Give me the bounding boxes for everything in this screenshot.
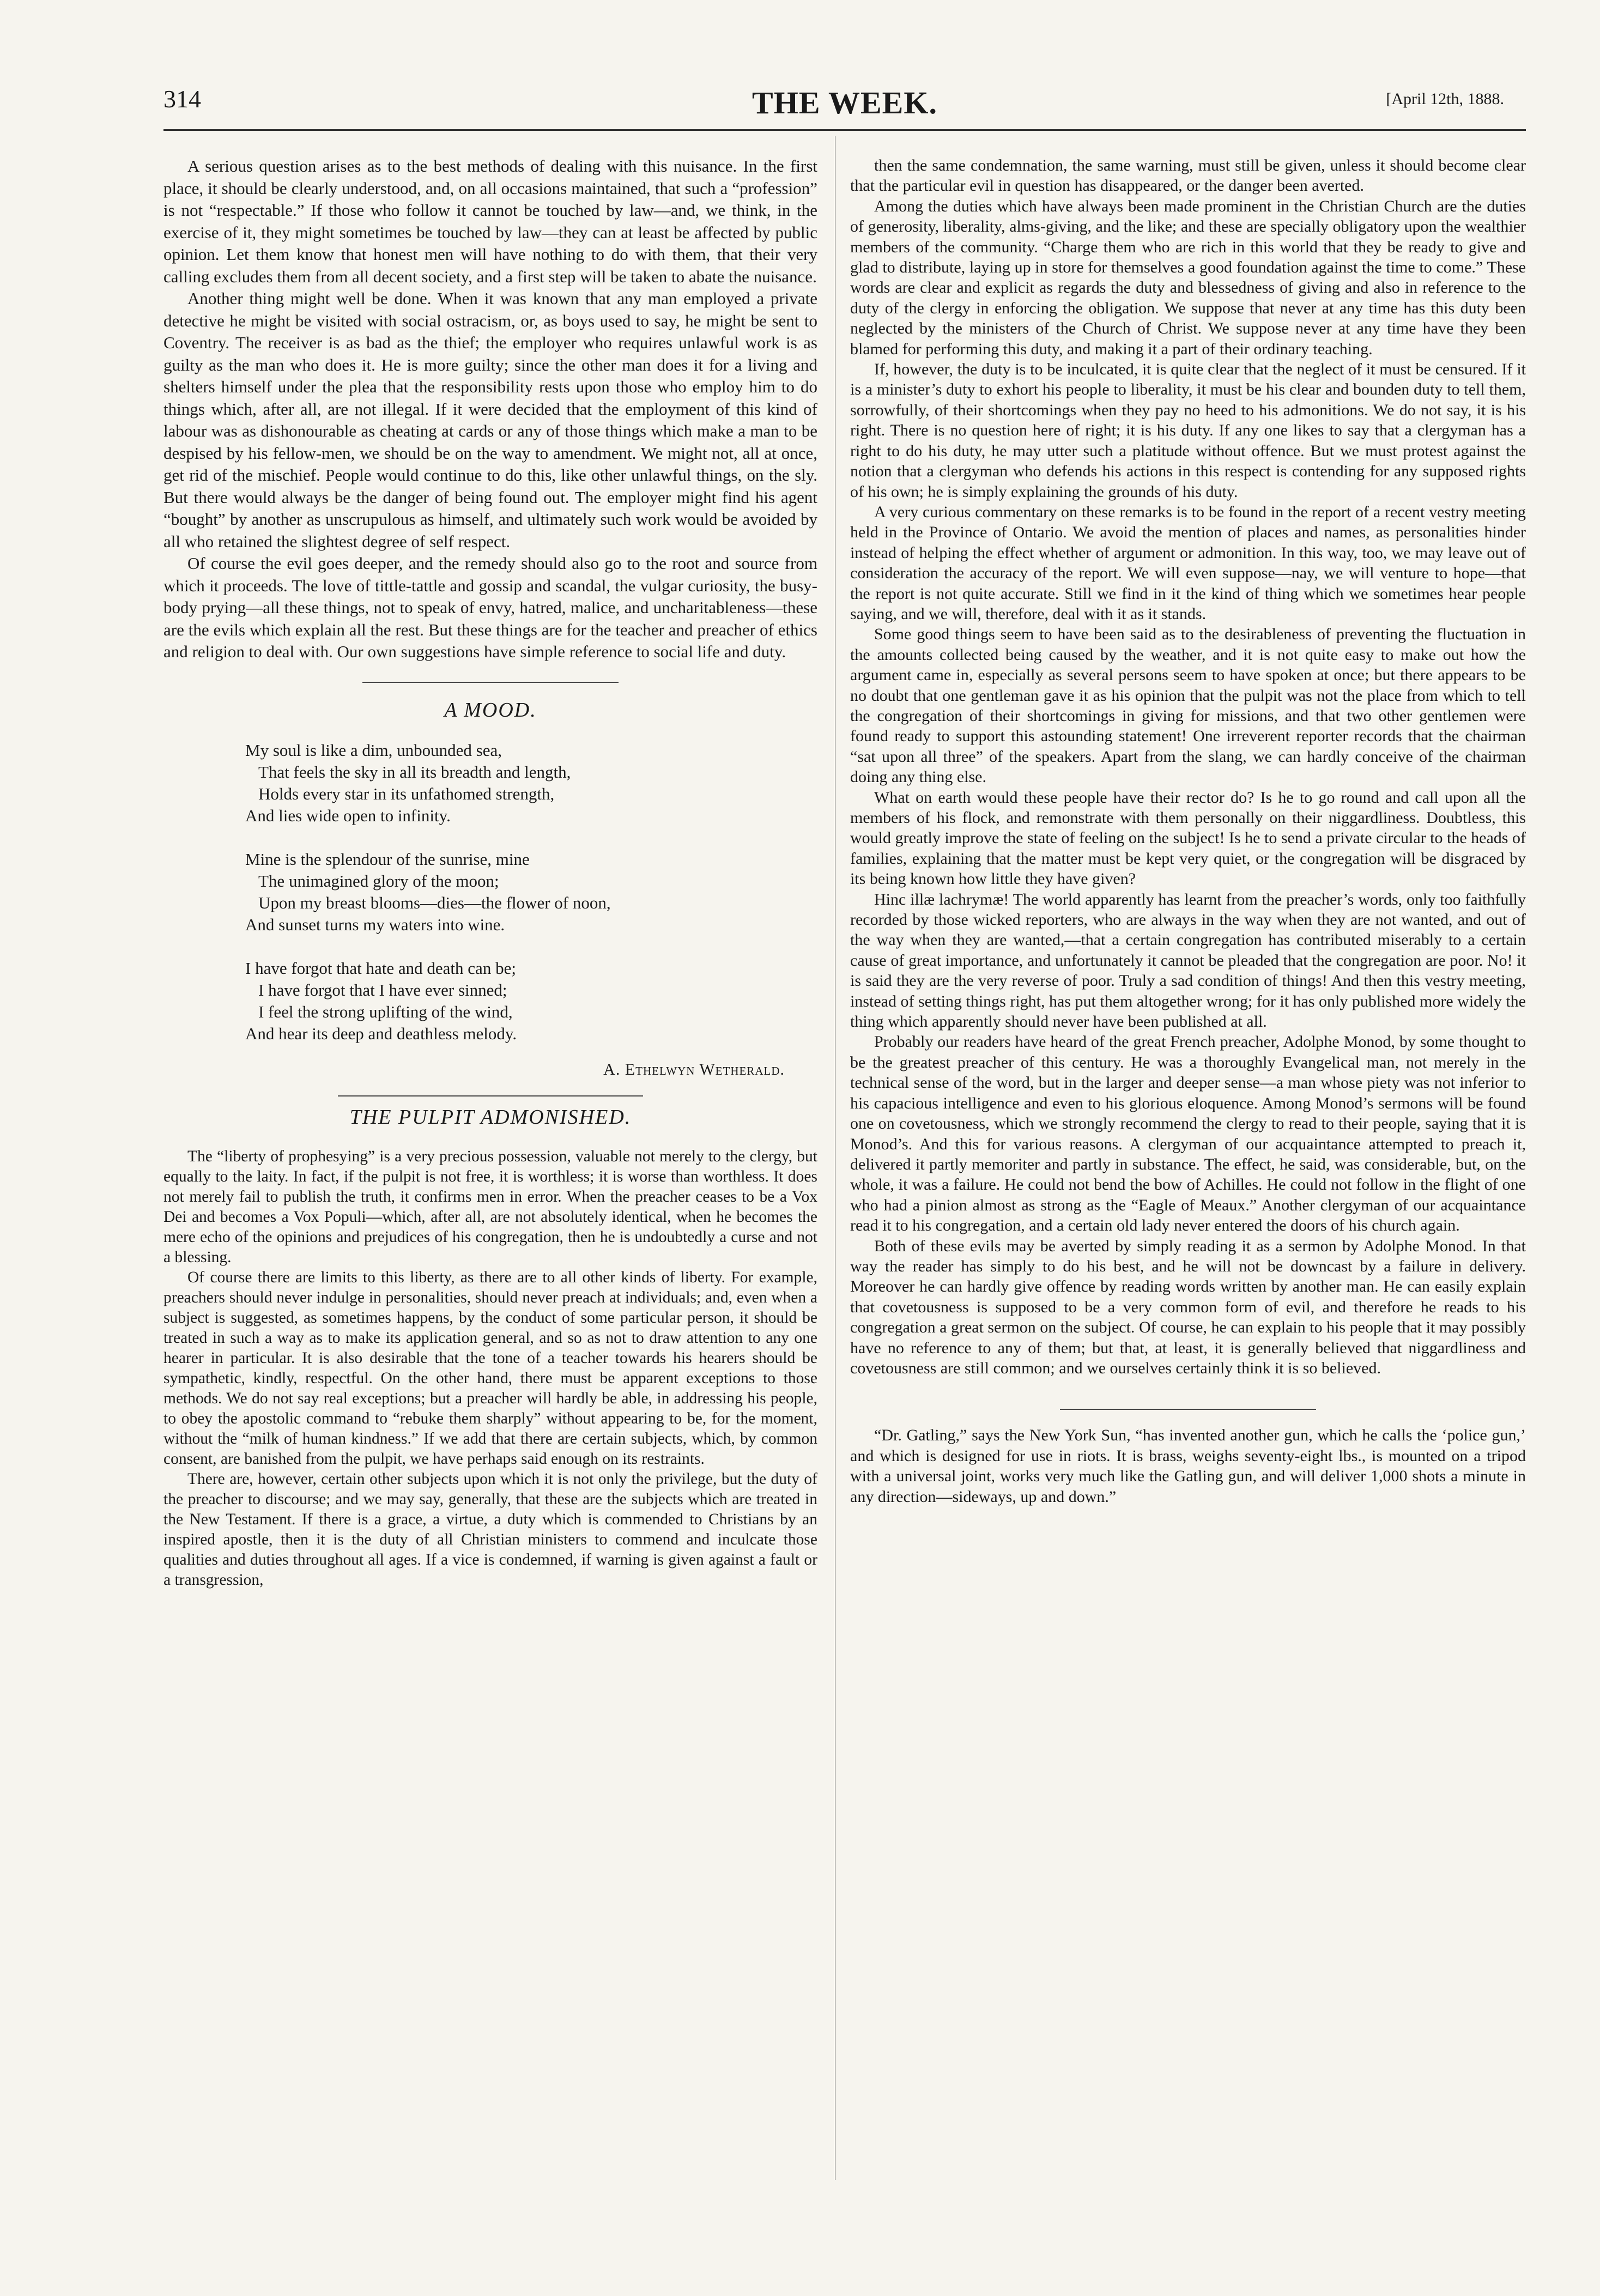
poem [245,740,817,1045]
poem-line: The unimagined glory of the moon; [258,871,499,890]
left-column [163,155,817,1590]
right-column [850,155,1526,1507]
paragraph: If, however, the duty is to be inculcated, it is quite clear that the neglect of it must be censured. If it is a minister’s duty to exhort his people to liberality, it must be his clear and bounden duty to tell them, sorrowfully, of their shortcomings when they pay no heed to his admonitions. We do not say, it is his right. There is no question here of right; it is his duty. If any one likes to say that a clergyman has a right to do his duty, he may utter such a platitude without offence. But we must protest against the notion that a clergyman who defends his actions in this respect is contending for any supposed rights of his own; he is simply explaining the grounds of his duty. [850,360,1526,501]
paragraph: A serious question arises as to the best methods of dealing with this nuisance. In the first place, it should be clearly understood, and, on all occasions maintained, that such a “profession” is not “respectable.” If those who follow it cannot be touched by law—and, we think, in the exercise of it, they might sometimes be touched by law—they can at least be affected by public opinion. Let them know that honest men will have nothing to do with them, that their very calling excludes them from all decent society, and a first step will be taken to abate the nuisance. [163,156,817,286]
paragraph: Hinc illæ lachrymæ! The world apparently has learnt from the preacher’s words, only too faithfully recorded by those wicked reporters, who are always in the way when they are not wanted, and out of the way when they are wanted,—that a certain congregation has contributed miserably to a certain cause of great importance, and unfortunately it cannot be pleaded that the congregation are poor. No! it is said they are the very reverse of poor. Truly a sad condition of things! And then this vestry meeting, instead of setting things right, has put them altogether wrong; for it has only published more widely the thing which apparently should never have been published at all. [850,890,1526,1031]
poem-stanza [245,849,817,936]
poem-line: Upon my breast blooms—dies—the flower of noon, [258,893,611,912]
paragraph: Of course the evil goes deeper, and the remedy should also go to the root and source from which it proceeds. The love of tittle-tattle and gossip and scandal, the vulgar curiosity, the busy-body prying—all these things, not to speak of envy, hatred, malice, and uncharitableness—these are the evils which explain all the rest. But these things are for the teacher and preacher of ethics and religion to deal with. Our own suggestions have simple reference to social life and duty. [163,554,817,661]
poem-line: My soul is like a dim, unbounded sea, [245,741,502,760]
article-body [163,1147,817,1590]
page-number: 314 [163,85,201,113]
paragraph: then the same condemnation, the same warning, must still be given, unless it should become clear that the particular evil in question has disappeared, or the danger been averted. [850,156,1526,195]
section-divider [338,1095,643,1096]
poem-line: And hear its deep and deathless melody. [245,1024,517,1043]
poem-line: That feels the sky in all its breadth and length, [258,762,571,782]
poem-line: And sunset turns my waters into wine. [245,915,505,934]
paragraph: Probably our readers have heard of the great French preacher, Adolphe Monod, by some thought to be the greatest preacher of this century. He was a thoroughly Evangelical man, not merely in the technical sense of the word, but in the larger and deeper sense—a man whose piety was not inferior to his capacious intelligence and even to his glorious eloquence. Among Monod’s sermons will be found one on covetousness, which we strongly recommend the clergy to read to their people, saying that it is Monod’s. And this for various reasons. A clergyman of our acquaintance attempted to preach it, delivered it partly memoriter and partly in substance. The effect, he said, was considerable, but, on the whole, it was a failure. He could not bend the bow of Achilles. He could not follow in the flight of one who had a pinion almost as strong as the “Eagle of Meaux.” Another clergyman of our acquaintance read it to his congregation, and a certain old lady never entered the doors of his church again. [850,1033,1526,1235]
poem-stanza [245,958,817,1045]
article-title: THE PULPIT ADMONISHED. [349,1105,632,1129]
paragraph: What on earth would these people have their rector do? Is he to go round and call upon all the members of his flock, and remonstrate with them personally on their niggardliness. Doubtless, this would greatly improve the state of feeling on the subject! Is he to send a private circular to the heads of families, explaining that the matter must be kept very quiet, or the congregation will be disgraced by its being known how little they have given? [850,788,1526,888]
header-rule [163,129,1526,133]
paragraph: Some good things seem to have been said as to the desirableness of preventing the fluctuation in the amounts collected being caused by the weather, and it is not quite easy to make out how the argument came in, especially as several persons seem to have spoken at once; but there appears to be no doubt that one gentleman gave it as his opinion that the pulpit was not the place from which to tell the congregation of their shortcomings in giving for missions, and that two other gentlemen were found ready to support this astounding statement! One irreverent reporter records that the chairman “sat upon all three” of the speakers. Apart from the slang, we can hardly conceive of the chairman doing any thing else. [850,625,1526,786]
poem-line: I have forgot that hate and death can be; [245,959,516,978]
poem-line: I have forgot that I have ever sinned; [258,980,507,999]
paragraph: Both of these evils may be averted by simply reading it as a sermon by Adolphe Monod. In that way the reader has simply to do his best, and he will not be downcast by a failure in delivery. Moreover he can hardly give offence by reading words written by another man. He can easily explain that covetousness is supposed to be a very common form of evil, and therefore he reads to his congregation a great sermon on the subject. Of course, he can explain to his people that it may possibly have no reference to any of them; but that, at least, it is generally believed that niggardliness and covetousness are still common; and we ourselves certainly think it is so believed. [850,1237,1526,1377]
section-divider [362,682,619,683]
paragraph: Another thing might well be done. When it was known that any man employed a private detective he might be visited with social ostracism, or, as boys used to say, he might be sent to Coventry. The receiver is as bad as the thief; the employer who requires unlawful work is as guilty as the man who does it. He is more guilty; since the other man does it for a living and shelters himself under the plea that the responsibility rests upon those who employ him to do things which, after all, are not illegal. If it were decided that the employment of this kind of labour was as dishonourable as cheating at cards or any of those things which make a man to be despised by his fellow-men, we should be on the way to amendment. We might not, all at once, get rid of the mischief. People would continue to do this, like other unlawful things, on the sly. But there would always be the danger of being found out. The employer might find his agent “bought” by another as unscrupulous as himself, and ultimately such work would be avoided by all who retained the slightest degree of self respect. [163,289,817,551]
issue-date: [April 12th, 1888. [1386,90,1504,108]
poem-stanza [245,740,817,827]
section-divider [1060,1409,1316,1410]
page-header [163,84,1526,123]
paragraph: A very curious commentary on these remarks is to be found in the report of a recent vestry meeting held in the Province of Ontario. We avoid the mention of places and names, as personalities hinder instead of helping the effect whether of argument or admonition. In this way, too, we may leave out of consideration the accuracy of the report. We will even suppose—nay, we will venture to hope—that the report is not quite accurate. Still we find in it the kind of thing which we sometimes hear people saying, and we will, therefore, deal with it as it stands. [850,502,1526,623]
news-note: “Dr. Gatling,” says the New York Sun, “has invented another gun, which he calls the ‘police gun,’ and which is designed for use in riots. It is brass, weighs seventy-eight lbs., is mounted on a tripod with a universal joint, works very much like the Gatling gun, and will deliver 1,000 shots a minute in any direction—sideways, up and down.” [850,1426,1526,1506]
paragraph: There are, however, certain other subjects upon which it is not only the privilege, but the duty of the preacher to discourse; and we may say, generally, that these are the subjects which are treated in the New Testament. If there is a grace, a virtue, a duty which is commended to Christians by an inspired apostle, then it is the duty of all Christian ministers to commend and inculcate those qualities and duties throughout all ages. If a vice is condemned, if warning is given against a fault or a transgression, [163,1470,817,1589]
poem-line: Holds every star in its unfathomed strength, [258,784,555,803]
paragraph: Among the duties which have always been made prominent in the Christian Church are the duties of generosity, liberality, alms-giving, and the like; and these are specially obligatory upon the wealthier members of the community. “Charge them who are rich in this world that they be ready to give and glad to distribute, laying up in store for themselves a good foundation against the time to come.” These words are clear and explicit as regards the duty and blessedness of giving and also in reference to the duty of the clergy in enforcing the obligation. We suppose that never at any time has this duty been neglected by the ministers of the Church of Christ. We suppose never at any time have they been blamed for performing this duty, and making it a part of their ordinary teaching. [850,197,1526,358]
poem-line: Mine is the splendour of the sunrise, mine [245,850,530,869]
poem-title: A MOOD. [444,698,537,722]
poem-author: A. Ethelwyn Wetherald. [603,1061,785,1079]
paragraph: Of course there are limits to this liberty, as there are to all other kinds of liberty. For example, preachers should never indulge in personalities, should never preach at individuals; and, even when a subject is suggested, as sometimes happens, by the conduct of some particular person, it should be treated in such a way as to make its application general, and so as not to draw attention to any one hearer in particular. It is also desirable that the tone of a teacher towards his hearers should be sympathetic, kindly, respectful. On the other hand, there must be apparent exceptions to those methods. We do not say real exceptions; but a preacher will hardly be able, in addressing his people, to obey the apostolic command to “rebuke them sharply” without appearing to be, for the moment, without the “milk of human kindness.” If we add that there are certain subjects, which, by common consent, are banished from the pulpit, we have perhaps said enough on its restraints. [163,1269,817,1468]
poem-line: And lies wide open to infinity. [245,806,451,825]
paragraph: The “liberty of prophesying” is a very precious possession, valuable not merely to the clergy, but equally to the laity. In fact, if the pulpit is not free, it is worthless; it is worse than worthless. It does not merely fail to publish the truth, it confirms men in error. When the preacher ceases to be a Vox Dei and becomes a Vox Populi—which, after all, are not absolutely identical, when he becomes the mere echo of the opinions and prejudices of his congregation, then he is undoubtedly a curse and not a blessing. [163,1148,817,1266]
masthead: THE WEEK. [752,85,937,120]
poem-line: I feel the strong uplifting of the wind, [258,1002,513,1021]
